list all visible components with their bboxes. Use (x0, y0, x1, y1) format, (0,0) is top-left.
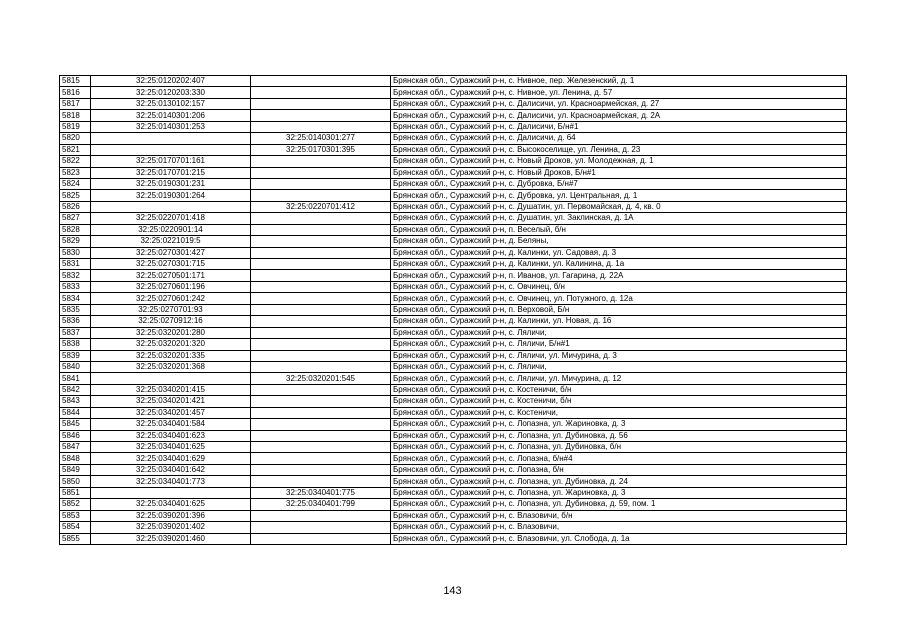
cadastral-number-cell: 32:25:0390201:460 (91, 533, 251, 544)
parent-cadastral-number-cell (251, 110, 391, 121)
cadastral-number-cell (91, 487, 251, 498)
table-row (60, 350, 847, 361)
row-number-cell: 5834 (60, 293, 91, 304)
cadastral-number-cell: 32:25:0340401:625 (91, 499, 251, 510)
parent-cadastral-number-cell (251, 167, 391, 178)
address-cell: Брянская обл., Суражский р-н, с. Лопазна, б/н (391, 464, 847, 475)
table-row (60, 213, 847, 224)
parent-cadastral-number-cell (251, 533, 391, 544)
row-number-cell: 5848 (60, 453, 91, 464)
cadastral-number-cell: 32:25:0220901:14 (91, 224, 251, 235)
address-cell: Брянская обл., Суражский р-н, с. Новый Дроков, Б/н#1 (391, 167, 847, 178)
cadastral-number-cell: 32:25:0340201:421 (91, 396, 251, 407)
address-cell: Брянская обл., Суражский р-н, с. Влазовичи, б/н (391, 510, 847, 521)
parent-cadastral-number-cell (251, 87, 391, 98)
parent-cadastral-number-cell (251, 213, 391, 224)
cadastral-number-cell: 32:25:0190301:231 (91, 178, 251, 189)
parent-cadastral-number-cell (251, 522, 391, 533)
row-number-cell: 5822 (60, 156, 91, 167)
address-cell: Брянская обл., Суражский р-н, с. Лопазна, ул. Дубиновка, д. 24 (391, 476, 847, 487)
parent-cadastral-number-cell (251, 304, 391, 315)
table-row (60, 236, 847, 247)
address-cell: Брянская обл., Суражский р-н, с. Костеничи, (391, 407, 847, 418)
row-number-cell: 5820 (60, 133, 91, 144)
table-row (60, 121, 847, 132)
parent-cadastral-number-cell (251, 98, 391, 109)
table-row (60, 316, 847, 327)
cadastral-number-cell: 32:25:0270501:171 (91, 270, 251, 281)
address-cell: Брянская обл., Суражский р-н, с. Далисичи, ул. Красноармейская, д. 27 (391, 98, 847, 109)
parent-cadastral-number-cell (251, 121, 391, 132)
parent-cadastral-number-cell (251, 76, 391, 87)
row-number-cell: 5829 (60, 236, 91, 247)
row-number-cell: 5821 (60, 144, 91, 155)
row-number-cell: 5846 (60, 430, 91, 441)
cadastral-number-cell: 32:25:0340201:457 (91, 407, 251, 418)
row-number-cell: 5838 (60, 339, 91, 350)
table-row (60, 384, 847, 395)
row-number-cell: 5844 (60, 407, 91, 418)
parent-cadastral-number-cell (251, 316, 391, 327)
table-row (60, 419, 847, 430)
table-row (60, 156, 847, 167)
table-row (60, 430, 847, 441)
parent-cadastral-number-cell: 32:25:0220701:412 (251, 201, 391, 212)
cadastral-number-cell: 32:25:0221019:5 (91, 236, 251, 247)
table-row (60, 522, 847, 533)
row-number-cell: 5853 (60, 510, 91, 521)
row-number-cell: 5817 (60, 98, 91, 109)
table-row (60, 407, 847, 418)
cadastral-number-cell: 32:25:0120202:407 (91, 76, 251, 87)
registry-table (59, 75, 847, 545)
address-cell: Брянская обл., Суражский р-н, с. Лопазна, ул. Дубиновка, д. 59, пом. 1 (391, 499, 847, 510)
table-row (60, 224, 847, 235)
cadastral-number-cell (91, 373, 251, 384)
parent-cadastral-number-cell (251, 156, 391, 167)
cadastral-number-cell: 32:25:0140301:206 (91, 110, 251, 121)
parent-cadastral-number-cell (251, 350, 391, 361)
address-cell: Брянская обл., Суражский р-н, с. Далисичи, д. 64 (391, 133, 847, 144)
address-cell: Брянская обл., Суражский р-н, с. Душатин, ул. Первомайская, д. 4, кв. 0 (391, 201, 847, 212)
row-number-cell: 5827 (60, 213, 91, 224)
address-cell: Брянская обл., Суражский р-н, с. Лопазна, ул. Дубиновка, д. 56 (391, 430, 847, 441)
table-row (60, 247, 847, 258)
cadastral-number-cell: 32:25:0390201:402 (91, 522, 251, 533)
cadastral-number-cell: 32:25:0270301:427 (91, 247, 251, 258)
row-number-cell: 5815 (60, 76, 91, 87)
parent-cadastral-number-cell: 32:25:0340401:775 (251, 487, 391, 498)
parent-cadastral-number-cell (251, 190, 391, 201)
address-cell: Брянская обл., Суражский р-н, с. Душатин, ул. Заклинская, д. 1А (391, 213, 847, 224)
row-number-cell: 5839 (60, 350, 91, 361)
table-row (60, 327, 847, 338)
table-row (60, 453, 847, 464)
row-number-cell: 5830 (60, 247, 91, 258)
parent-cadastral-number-cell (251, 339, 391, 350)
address-cell: Брянская обл., Суражский р-н, с. Лопазна, ул. Дубиновка, б/н (391, 442, 847, 453)
cadastral-number-cell: 32:25:0390201:396 (91, 510, 251, 521)
address-cell: Брянская обл., Суражский р-н, с. Ляличи, Б/н#1 (391, 339, 847, 350)
row-number-cell: 5840 (60, 361, 91, 372)
parent-cadastral-number-cell (251, 224, 391, 235)
address-cell: Брянская обл., Суражский р-н, с. Влазовичи, (391, 522, 847, 533)
parent-cadastral-number-cell (251, 178, 391, 189)
table-row (60, 476, 847, 487)
address-cell: Брянская обл., Суражский р-н, с. Лопазна, ул. Жариновка, д. 3 (391, 419, 847, 430)
address-cell: Брянская обл., Суражский р-н, с. Ляличи, (391, 327, 847, 338)
table-row (60, 76, 847, 87)
address-cell: Брянская обл., Суражский р-н, д. Калинки, ул. Новая, д. 16 (391, 316, 847, 327)
parent-cadastral-number-cell (251, 442, 391, 453)
table-row (60, 110, 847, 121)
address-cell: Брянская обл., Суражский р-н, д. Калинки, ул. Калинина, д. 1а (391, 259, 847, 270)
parent-cadastral-number-cell (251, 259, 391, 270)
table-row (60, 396, 847, 407)
address-cell: Брянская обл., Суражский р-н, с. Костеничи, б/н (391, 396, 847, 407)
table-row (60, 167, 847, 178)
row-number-cell: 5828 (60, 224, 91, 235)
address-cell: Брянская обл., Суражский р-н, с. Влазовичи, ул. Слобода, д. 1а (391, 533, 847, 544)
row-number-cell: 5826 (60, 201, 91, 212)
parent-cadastral-number-cell (251, 510, 391, 521)
parent-cadastral-number-cell (251, 327, 391, 338)
parent-cadastral-number-cell (251, 247, 391, 258)
table-row (60, 133, 847, 144)
address-cell: Брянская обл., Суражский р-н, с. Овчинец, ул. Потужного, д. 12а (391, 293, 847, 304)
address-cell: Брянская обл., Суражский р-н, с. Дубровка, Б/н#7 (391, 178, 847, 189)
page-number: 143 (443, 585, 462, 597)
table-row (60, 281, 847, 292)
table-row (60, 361, 847, 372)
cadastral-number-cell: 32:25:0220701:418 (91, 213, 251, 224)
row-number-cell: 5837 (60, 327, 91, 338)
cadastral-number-cell: 32:25:0340401:625 (91, 442, 251, 453)
row-number-cell: 5841 (60, 373, 91, 384)
cadastral-number-cell: 32:25:0340201:415 (91, 384, 251, 395)
row-number-cell: 5845 (60, 419, 91, 430)
row-number-cell: 5835 (60, 304, 91, 315)
address-cell: Брянская обл., Суражский р-н, с. Ляличи, ул. Мичурина, д. 3 (391, 350, 847, 361)
address-cell: Брянская обл., Суражский р-н, с. Дубровка, ул. Центральная, д. 1 (391, 190, 847, 201)
cadastral-number-cell: 32:25:0270301:715 (91, 259, 251, 270)
table-row (60, 201, 847, 212)
table-row (60, 293, 847, 304)
table-row (60, 98, 847, 109)
table-row (60, 499, 847, 510)
cadastral-number-cell: 32:25:0130102:157 (91, 98, 251, 109)
table-row (60, 304, 847, 315)
cadastral-number-cell: 32:25:0140301:253 (91, 121, 251, 132)
cadastral-number-cell: 32:25:0270601:196 (91, 281, 251, 292)
address-cell: Брянская обл., Суражский р-н, с. Высокоселище, ул. Ленина, д. 23 (391, 144, 847, 155)
row-number-cell: 5847 (60, 442, 91, 453)
parent-cadastral-number-cell (251, 270, 391, 281)
address-cell: Брянская обл., Суражский р-н, п. Веселый, б/н (391, 224, 847, 235)
parent-cadastral-number-cell: 32:25:0170301:395 (251, 144, 391, 155)
row-number-cell: 5816 (60, 87, 91, 98)
parent-cadastral-number-cell (251, 396, 391, 407)
cadastral-number-cell: 32:25:0270601:242 (91, 293, 251, 304)
row-number-cell: 5851 (60, 487, 91, 498)
parent-cadastral-number-cell (251, 384, 391, 395)
parent-cadastral-number-cell (251, 453, 391, 464)
table-row (60, 533, 847, 544)
row-number-cell: 5824 (60, 178, 91, 189)
table-row (60, 487, 847, 498)
table-row (60, 178, 847, 189)
row-number-cell: 5819 (60, 121, 91, 132)
address-cell: Брянская обл., Суражский р-н, с. Нивное, ул. Ленина, д. 57 (391, 87, 847, 98)
address-cell: Брянская обл., Суражский р-н, с. Новый Дроков, ул. Молодежная, д. 1 (391, 156, 847, 167)
cadastral-number-cell: 32:25:0340401:629 (91, 453, 251, 464)
cadastral-number-cell: 32:25:0320201:368 (91, 361, 251, 372)
address-cell: Брянская обл., Суражский р-н, с. Ляличи, (391, 361, 847, 372)
row-number-cell: 5825 (60, 190, 91, 201)
table-row (60, 190, 847, 201)
row-number-cell: 5852 (60, 499, 91, 510)
address-cell: Брянская обл., Суражский р-н, с. Нивное, пер. Железенский, д. 1 (391, 76, 847, 87)
table-row (60, 373, 847, 384)
address-cell: Брянская обл., Суражский р-н, с. Костеничи, б/н (391, 384, 847, 395)
cadastral-number-cell: 32:25:0320201:335 (91, 350, 251, 361)
parent-cadastral-number-cell: 32:25:0320201:545 (251, 373, 391, 384)
address-cell: Брянская обл., Суражский р-н, д. Беляны, (391, 236, 847, 247)
table-row (60, 259, 847, 270)
cadastral-number-cell (91, 144, 251, 155)
parent-cadastral-number-cell (251, 361, 391, 372)
parent-cadastral-number-cell (251, 419, 391, 430)
row-number-cell: 5832 (60, 270, 91, 281)
cadastral-number-cell: 32:25:0320201:320 (91, 339, 251, 350)
row-number-cell: 5842 (60, 384, 91, 395)
cadastral-number-cell: 32:25:0340401:623 (91, 430, 251, 441)
cadastral-number-cell: 32:25:0320201:280 (91, 327, 251, 338)
row-number-cell: 5854 (60, 522, 91, 533)
parent-cadastral-number-cell (251, 281, 391, 292)
parent-cadastral-number-cell (251, 464, 391, 475)
row-number-cell: 5818 (60, 110, 91, 121)
row-number-cell: 5849 (60, 464, 91, 475)
parent-cadastral-number-cell: 32:25:0140301:277 (251, 133, 391, 144)
row-number-cell: 5855 (60, 533, 91, 544)
cadastral-number-cell: 32:25:0170701:215 (91, 167, 251, 178)
address-cell: Брянская обл., Суражский р-н, с. Лопазна, б/н#4 (391, 453, 847, 464)
address-cell: Брянская обл., Суражский р-н, с. Далисичи, Б/н#1 (391, 121, 847, 132)
parent-cadastral-number-cell (251, 407, 391, 418)
cadastral-number-cell: 32:25:0190301:264 (91, 190, 251, 201)
cadastral-number-cell: 32:25:0120203:330 (91, 87, 251, 98)
cadastral-number-cell (91, 133, 251, 144)
parent-cadastral-number-cell (251, 476, 391, 487)
cadastral-number-cell: 32:25:0170701:161 (91, 156, 251, 167)
row-number-cell: 5836 (60, 316, 91, 327)
table-row (60, 270, 847, 281)
parent-cadastral-number-cell: 32:25:0340401:799 (251, 499, 391, 510)
address-cell: Брянская обл., Суражский р-н, с. Овчинец, б/н (391, 281, 847, 292)
address-cell: Брянская обл., Суражский р-н, п. Верховой, Б/н (391, 304, 847, 315)
address-cell: Брянская обл., Суражский р-н, с. Далисичи, ул. Красноармейская, д. 2А (391, 110, 847, 121)
cadastral-number-cell: 32:25:0340401:773 (91, 476, 251, 487)
cadastral-number-cell: 32:25:0270912:16 (91, 316, 251, 327)
cadastral-number-cell: 32:25:0340401:642 (91, 464, 251, 475)
address-cell: Брянская обл., Суражский р-н, с. Ляличи, ул. Мичурина, д. 12 (391, 373, 847, 384)
table-row (60, 339, 847, 350)
address-cell: Брянская обл., Суражский р-н, с. Лопазна, ул. Жариновка, д. 3 (391, 487, 847, 498)
row-number-cell: 5823 (60, 167, 91, 178)
address-cell: Брянская обл., Суражский р-н, п. Иванов, ул. Гагарина, д. 22А (391, 270, 847, 281)
table-row (60, 464, 847, 475)
table-row (60, 87, 847, 98)
cadastral-number-cell: 32:25:0340401:584 (91, 419, 251, 430)
table-row (60, 510, 847, 521)
parent-cadastral-number-cell (251, 293, 391, 304)
address-cell: Брянская обл., Суражский р-н, д. Калинки, ул. Садовая, д. 3 (391, 247, 847, 258)
cadastral-number-cell (91, 201, 251, 212)
table-row (60, 144, 847, 155)
registry-table-body (60, 76, 847, 545)
row-number-cell: 5843 (60, 396, 91, 407)
table-row (60, 442, 847, 453)
parent-cadastral-number-cell (251, 430, 391, 441)
row-number-cell: 5831 (60, 259, 91, 270)
row-number-cell: 5833 (60, 281, 91, 292)
cadastral-number-cell: 32:25:0270701:93 (91, 304, 251, 315)
parent-cadastral-number-cell (251, 236, 391, 247)
row-number-cell: 5850 (60, 476, 91, 487)
